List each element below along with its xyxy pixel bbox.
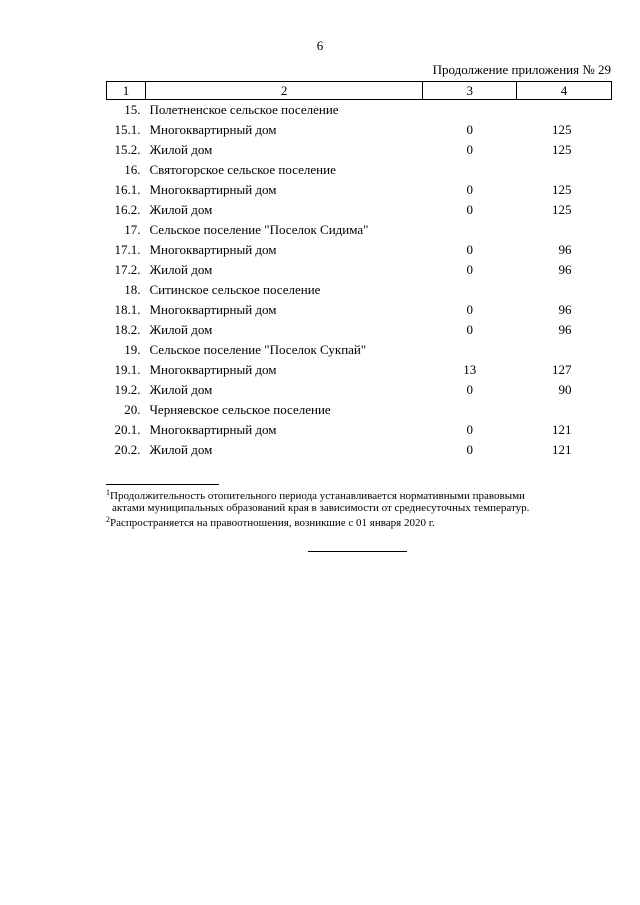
row-number: 16.2. xyxy=(114,202,141,217)
row-number: 17.2. xyxy=(114,262,141,277)
row-number: 20. xyxy=(124,402,141,417)
row-value-4: 96 xyxy=(558,262,572,277)
row-value-3 xyxy=(423,400,517,420)
row-number: 15.2. xyxy=(114,142,141,157)
row-name: Жилой дом xyxy=(149,142,213,157)
table-row xyxy=(107,220,612,240)
row-value-4 xyxy=(517,100,612,121)
table-row xyxy=(107,140,612,160)
row-name: Многоквартирный дом xyxy=(149,302,277,317)
row-value-4: 125 xyxy=(552,202,572,217)
row-value-3: 0 xyxy=(466,322,473,337)
row-name: Сельское поселение "Поселок Сукпай" xyxy=(149,342,367,357)
table-row xyxy=(107,340,612,360)
row-number: 19.2. xyxy=(114,382,141,397)
page-number: 6 xyxy=(316,38,324,53)
row-number: 17.1. xyxy=(114,242,141,257)
row-name: Жилой дом xyxy=(149,202,213,217)
end-line xyxy=(308,551,407,552)
row-value-4: 96 xyxy=(558,302,572,317)
row-value-4 xyxy=(517,160,612,180)
row-value-4: 125 xyxy=(552,142,572,157)
table-row xyxy=(107,240,612,260)
footnote-1 xyxy=(106,487,612,502)
table-row xyxy=(107,200,612,220)
row-value-3: 0 xyxy=(466,122,473,137)
row-number: 20.1. xyxy=(114,422,141,437)
table-row xyxy=(107,100,612,121)
row-value-4: 125 xyxy=(552,122,572,137)
row-name: Святогорское сельское поселение xyxy=(149,162,336,177)
row-number: 16. xyxy=(124,162,141,177)
table-row xyxy=(107,360,612,380)
row-value-3: 0 xyxy=(466,442,473,457)
row-value-3: 0 xyxy=(466,202,473,217)
table-body xyxy=(107,100,612,461)
row-name: Многоквартирный дом xyxy=(149,242,277,257)
row-number: 18. xyxy=(124,282,141,297)
row-value-4: 121 xyxy=(552,422,572,437)
row-name: Полетненское сельское поселение xyxy=(149,102,339,117)
table-row xyxy=(107,180,612,200)
row-value-4: 90 xyxy=(558,382,572,397)
column-header-4: 4 xyxy=(517,82,612,100)
row-name: Многоквартирный дом xyxy=(149,422,277,437)
row-number: 19. xyxy=(124,342,141,357)
table-row xyxy=(107,160,612,180)
table-row xyxy=(107,300,612,320)
footnote-2 xyxy=(106,514,612,529)
row-number: 18.1. xyxy=(114,302,141,317)
footnote-2-text: Распространяется на правоотношения, возникшие с 01 января 2020 г. xyxy=(110,517,435,529)
table-row xyxy=(107,420,612,440)
row-value-4 xyxy=(517,400,612,420)
row-number: 15.1. xyxy=(114,122,141,137)
row-value-3: 0 xyxy=(466,242,473,257)
row-name: Черняевское сельское поселение xyxy=(149,402,331,417)
table-row xyxy=(107,260,612,280)
row-number: 20.2. xyxy=(114,442,141,457)
row-value-4: 121 xyxy=(552,442,572,457)
row-name: Многоквартирный дом xyxy=(149,182,277,197)
row-number: 18.2. xyxy=(114,322,141,337)
table-row xyxy=(107,120,612,140)
footnote-1-cont: актами муниципальных образований края в зависимости от среднесуточных температур. xyxy=(112,502,530,514)
column-header-2: 2 xyxy=(145,82,422,100)
row-value-4 xyxy=(517,340,612,360)
row-value-3: 13 xyxy=(463,362,477,377)
row-value-3: 0 xyxy=(466,382,473,397)
footnote-1-mark: 1 xyxy=(106,488,110,497)
row-number: 16.1. xyxy=(114,182,141,197)
row-name: Жилой дом xyxy=(149,262,213,277)
row-name: Многоквартирный дом xyxy=(149,362,277,377)
row-value-3 xyxy=(423,160,517,180)
row-name: Жилой дом xyxy=(149,382,213,397)
table-row xyxy=(107,400,612,420)
row-value-3: 0 xyxy=(466,302,473,317)
row-value-3: 0 xyxy=(466,142,473,157)
row-value-3 xyxy=(423,100,517,121)
row-value-4: 127 xyxy=(552,362,572,377)
row-value-4 xyxy=(517,280,612,300)
row-name: Многоквартирный дом xyxy=(149,122,277,137)
table-row xyxy=(107,440,612,460)
footnote-2-mark: 2 xyxy=(106,515,110,524)
row-name: Жилой дом xyxy=(149,322,213,337)
table-header-row xyxy=(107,82,612,100)
table-row xyxy=(107,280,612,300)
footnotes xyxy=(106,487,612,529)
row-value-4: 125 xyxy=(552,182,572,197)
row-value-3: 0 xyxy=(466,182,473,197)
continuation-label: Продолжение приложения № 29 xyxy=(432,62,611,77)
row-value-4 xyxy=(517,220,612,240)
row-value-3 xyxy=(423,220,517,240)
row-value-3: 0 xyxy=(466,262,473,277)
row-number: 19.1. xyxy=(114,362,141,377)
footnote-1-line1: Продолжительность отопительного периода устанавливается нормативными правовыми xyxy=(110,490,525,502)
heating-period-table xyxy=(106,81,612,460)
column-header-3: 3 xyxy=(423,82,517,100)
row-value-3 xyxy=(423,340,517,360)
table-row xyxy=(107,320,612,340)
table-row xyxy=(107,380,612,400)
row-value-3 xyxy=(423,280,517,300)
row-name: Сельское поселение "Поселок Сидима" xyxy=(149,222,369,237)
row-number: 17. xyxy=(124,222,141,237)
footnote-separator xyxy=(106,484,219,485)
row-number: 15. xyxy=(124,102,141,117)
row-name: Ситинское сельское поселение xyxy=(149,282,321,297)
row-value-4: 96 xyxy=(558,322,572,337)
row-value-4: 96 xyxy=(558,242,572,257)
column-header-1: 1 xyxy=(107,82,146,100)
row-value-3: 0 xyxy=(466,422,473,437)
row-name: Жилой дом xyxy=(149,442,213,457)
